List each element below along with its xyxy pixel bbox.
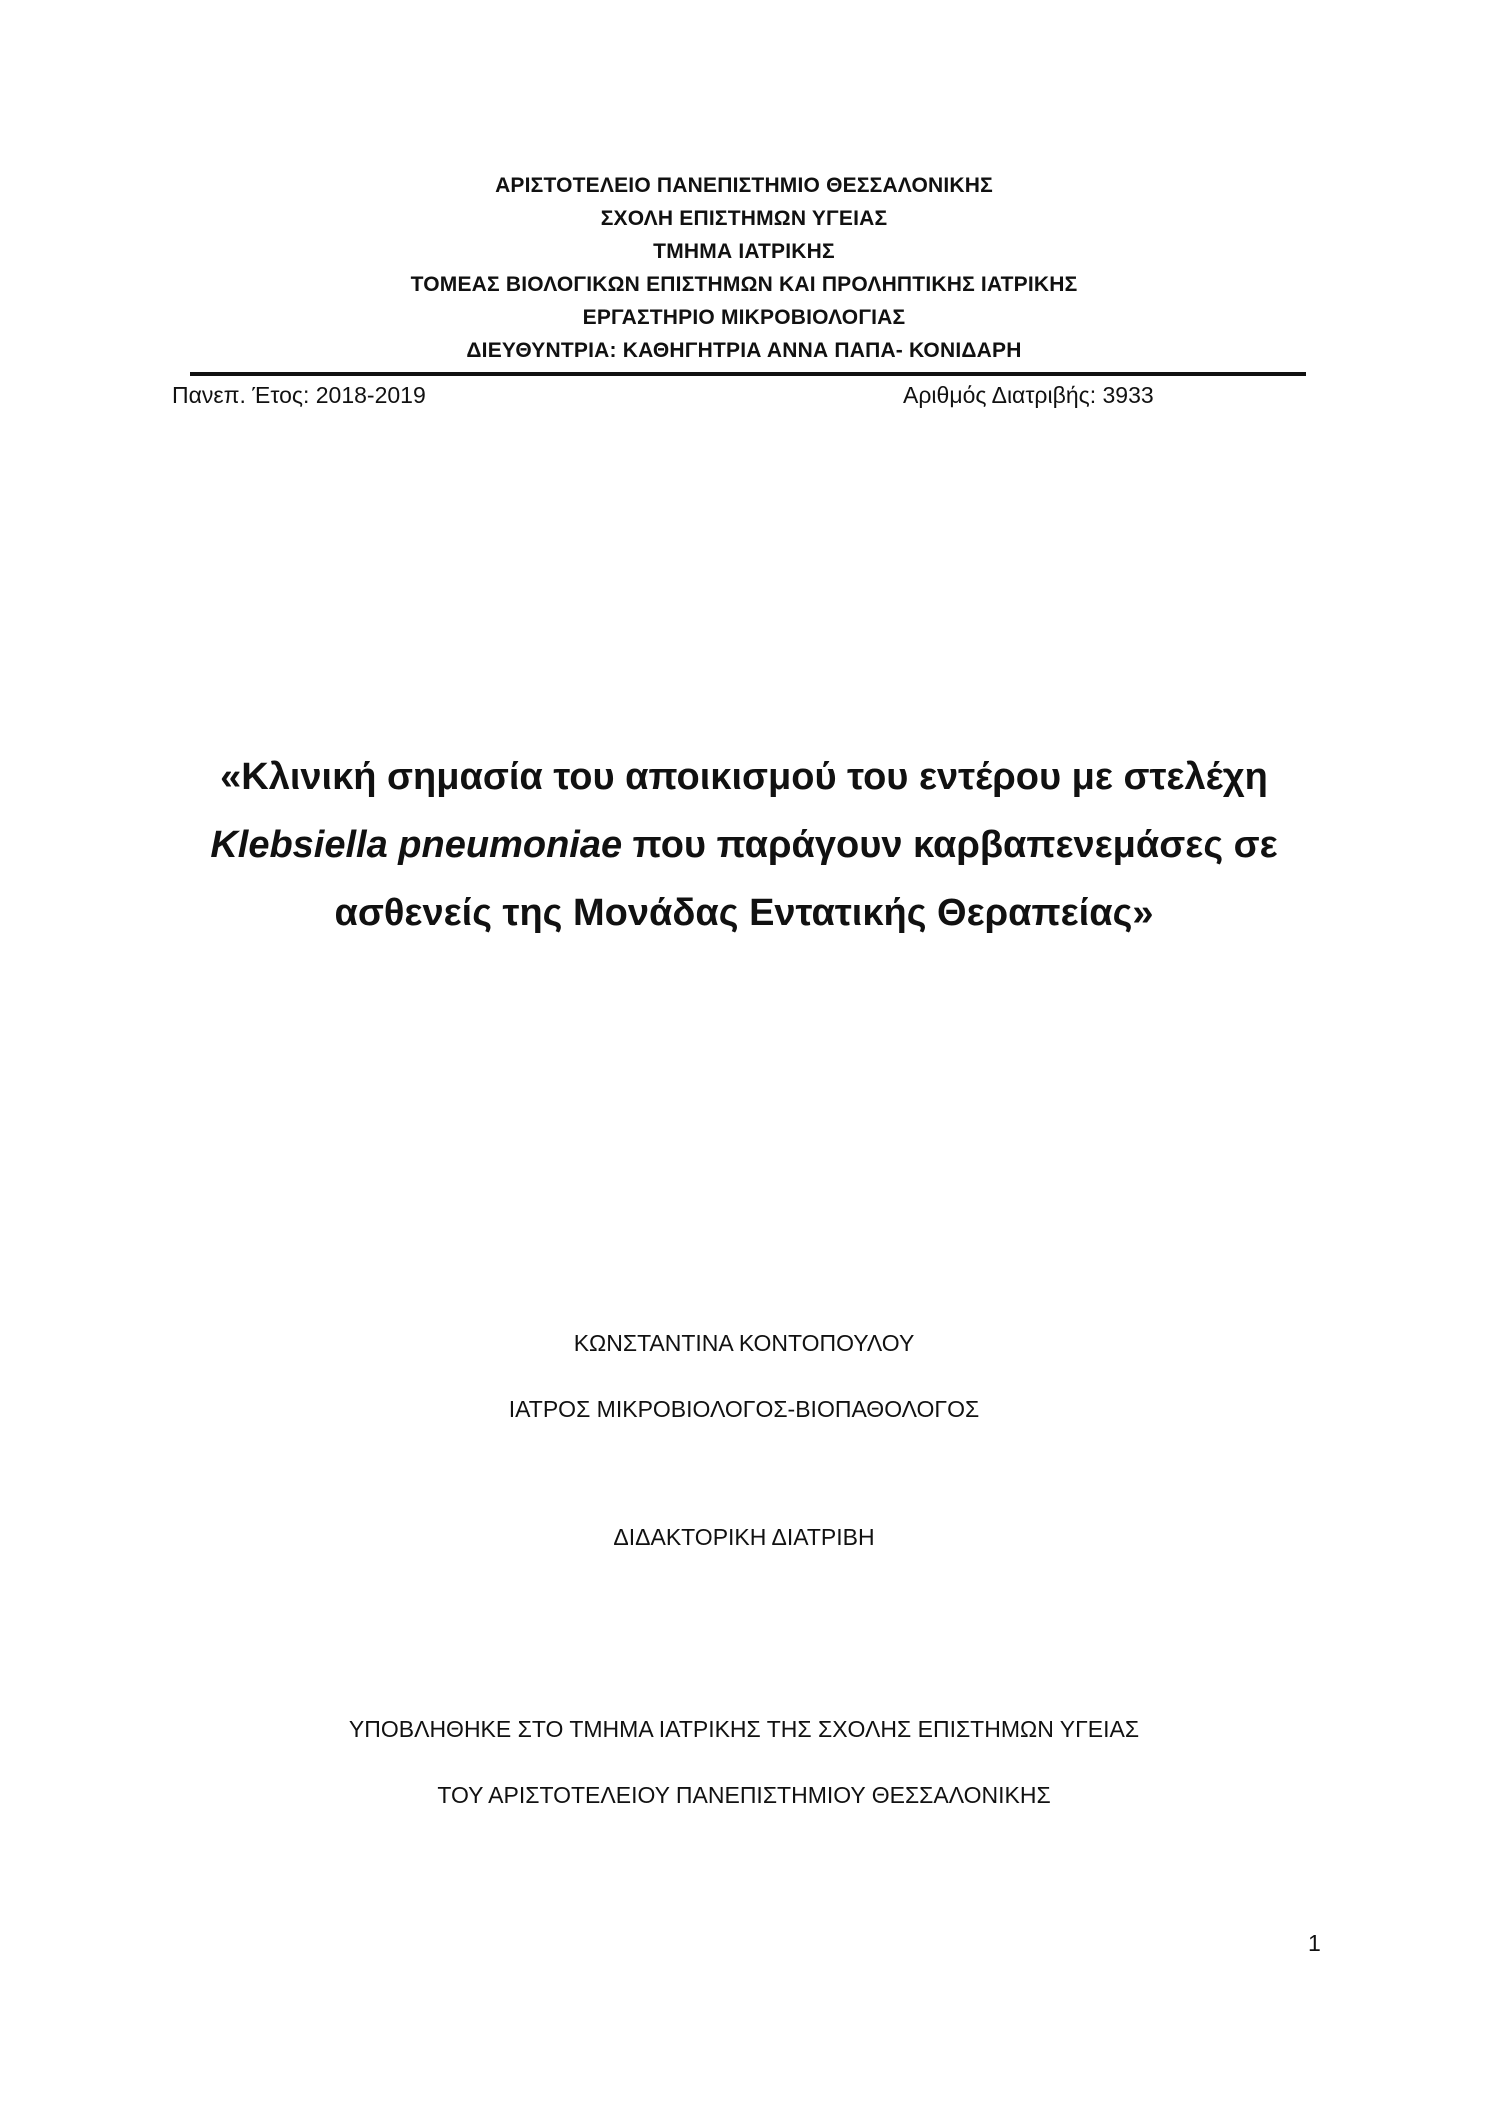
submission-line-1: ΥΠΟΒΛΗΘΗΚΕ ΣΤΟ ΤΜΗΜΑ ΙΑΤΡΙΚΗΣ ΤΗΣ ΣΧΟΛΗΣ ΕΠΙΣΤΗΜΩΝ ΥΓΕΙΑΣ: [348, 1716, 1140, 1742]
header-divider: [190, 372, 1306, 376]
page-number: 1: [1308, 1930, 1321, 1956]
document-type: ΔΙΔΑΚΤΟΡΙΚΗ ΔΙΑΤΡΙΒΗ: [613, 1524, 875, 1550]
thesis-title-line-2: [0, 824, 1488, 867]
species-name: Klebsiella pneumoniae: [210, 824, 623, 866]
department-name: ΤΜΗΜΑ ΙΑΤΡΙΚΗΣ: [653, 240, 835, 263]
academic-year: Πανεπ. Έτος: 2018-2019: [172, 382, 426, 408]
thesis-title-line-2-rest: που παράγουν καρβαπενεμάσες σε: [622, 824, 1278, 866]
submission-line-2: ΤΟΥ ΑΡΙΣΤΟΤΕΛΕΙΟΥ ΠΑΝΕΠΙΣΤΗΜΙΟΥ ΘΕΣΣΑΛΟΝΙΚΗΣ: [437, 1782, 1051, 1808]
thesis-title-line-1: «Κλινική σημασία του αποικισμού του εντέρου με στελέχη: [220, 756, 1268, 798]
school-name: ΣΧΟΛΗ ΕΠΙΣΤΗΜΩΝ ΥΓΕΙΑΣ: [600, 207, 888, 230]
university-name: ΑΡΙΣΤΟΤΕΛΕΙΟ ΠΑΝΕΠΙΣΤΗΜΙΟ ΘΕΣΣΑΛΟΝΙΚΗΣ: [495, 174, 993, 197]
sector-name: ΤΟΜΕΑΣ ΒΙΟΛΟΓΙΚΩΝ ΕΠΙΣΤΗΜΩΝ ΚΑΙ ΠΡΟΛΗΠΤΙΚΗΣ ΙΑΤΡΙΚΗΣ: [410, 273, 1078, 296]
author-name: ΚΩΝΣΤΑΝΤΙΝΑ ΚΟΝΤΟΠΟΥΛΟΥ: [573, 1330, 915, 1356]
director-name: ΔΙΕΥΘΥΝΤΡΙΑ: ΚΑΘΗΓΗΤΡΙΑ ΑΝΝΑ ΠΑΠΑ- ΚΟΝΙΔΑΡΗ: [466, 339, 1022, 362]
author-profession: ΙΑΤΡΟΣ ΜΙΚΡΟΒΙΟΛΟΓΟΣ-ΒΙΟΠΑΘΟΛΟΓΟΣ: [508, 1396, 980, 1422]
laboratory-name: ΕΡΓΑΣΤΗΡΙΟ ΜΙΚΡΟΒΙΟΛΟΓΙΑΣ: [582, 306, 906, 329]
thesis-title-line-3: ασθενείς της Μονάδας Εντατικής Θεραπείας»: [334, 892, 1154, 934]
thesis-number: Αριθμός Διατριβής: 3933: [903, 382, 1154, 408]
